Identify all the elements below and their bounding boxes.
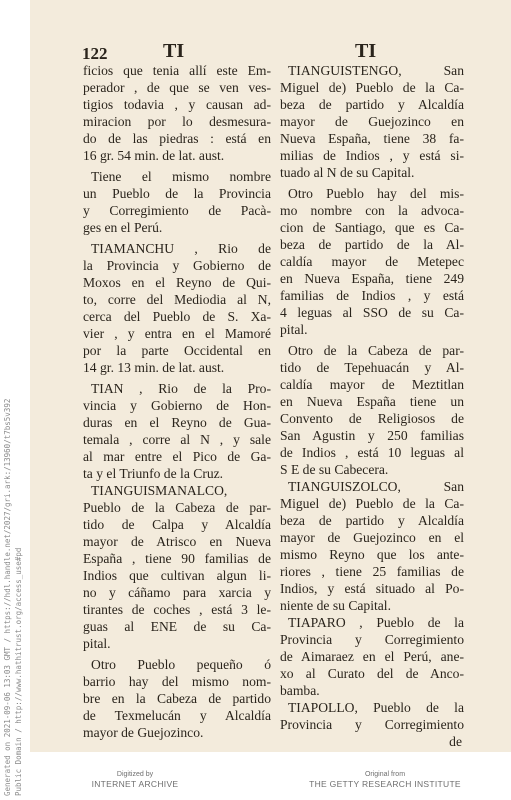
text-line: perador , de que se ven ves-	[83, 80, 271, 95]
text-line: Indios, y está situado al Po-	[280, 581, 464, 596]
text-line: bamba.	[280, 683, 320, 698]
text-line: bre en la Cabeza de partido	[83, 691, 271, 706]
text-line: mayor de Guejozinco.	[83, 725, 204, 740]
text-line: milias de Indios , y está si-	[280, 148, 464, 163]
text-line: TIAPARO , Pueblo de la	[288, 615, 464, 630]
text-line: cerca del Pueblo de S. Xa-	[83, 309, 271, 324]
text-line: xo al Curato del de Anco-	[280, 666, 464, 681]
text-line: y Corregimiento de Pacà-	[83, 203, 271, 218]
text-line: Miguel de) Pueblo de la Ca-	[280, 80, 464, 95]
text-line: tirantes de coches , está 3 le-	[83, 602, 271, 617]
text-line: Convento de Religiosos de	[280, 411, 464, 426]
text-line: por la parte Occidental en	[83, 343, 271, 358]
digitizer-credit	[70, 770, 200, 790]
text-line: to, corre del Mediodia al N,	[83, 292, 271, 307]
source-name: THE GETTY RESEARCH INSTITUTE	[309, 779, 461, 789]
text-line: duras en el Reyno de Gua-	[83, 415, 271, 430]
text-line: niente de su Capital.	[280, 598, 391, 613]
text-line: Miguel de) Pueblo de la Ca-	[280, 496, 464, 511]
text-line: Nueva España, tiene 38 fa-	[280, 131, 464, 146]
text-line: caldía mayor de Meztitlan	[280, 377, 464, 392]
text-line: Otro Pueblo pequeño ó	[91, 657, 271, 672]
text-line: Otro Pueblo hay del mis-	[288, 186, 464, 201]
text-line: vier , y entra en el Mamoré	[83, 326, 271, 341]
digitizer-name: INTERNET ARCHIVE	[91, 779, 179, 789]
text-line: San Agustin y 250 familias	[280, 428, 464, 443]
text-line: mayor de Guejozinco en el	[280, 530, 464, 545]
text-line: miracion por lo desmesura-	[83, 114, 271, 129]
text-line: ges en el Perú.	[83, 220, 163, 235]
right-text-column	[280, 62, 464, 750]
text-line: pital.	[280, 322, 308, 337]
text-line: TIAMANCHU , Rio de	[91, 241, 271, 256]
text-line: riores , tiene 25 familias de	[280, 564, 464, 579]
text-line: beza de partido y Alcaldía	[280, 97, 464, 112]
text-line: barrio hay del mismo nom-	[83, 674, 271, 689]
text-line: en Nueva España, tiene 249	[280, 271, 464, 286]
text-line: S E de su Cabecera.	[280, 462, 389, 477]
text-line: mismo Reyno que los ante-	[280, 547, 464, 562]
text-line: guas al ENE de su Ca-	[83, 619, 271, 634]
text-line: no y cáñamo para xarcia y	[83, 585, 271, 600]
text-line: mayor de Atrisco en Nueva	[83, 534, 271, 549]
text-line: temala , corre al N , y sale	[83, 432, 271, 447]
page-number: 122	[82, 44, 108, 63]
right-running-head: TI	[355, 40, 377, 62]
source-credit	[300, 770, 470, 790]
watermark-line-public-domain: Public Domain / http://www.hathitrust.org/access_use#pd	[14, 547, 23, 796]
text-line: ta y el Triunfo de la Cruz.	[83, 466, 224, 481]
text-line: beza de partido de la Al-	[280, 237, 464, 252]
text-line: mo nombre con la advoca-	[280, 203, 464, 218]
left-running-head: TI	[163, 40, 185, 62]
text-line: TIANGUISZOLCO, San	[288, 479, 464, 494]
text-line: Indios que cultivan algun li-	[83, 568, 271, 583]
text-line: la Provincia y Gobierno de	[83, 258, 271, 273]
text-line: ficios que tenia allí este Em-	[83, 63, 271, 78]
text-line: 4 leguas al SSO de su Ca-	[280, 305, 464, 320]
text-line: un Pueblo de la Provincia	[83, 186, 271, 201]
text-line: pital.	[83, 636, 111, 651]
text-line: beza de partido y Alcaldía	[280, 513, 464, 528]
text-line: de Texmelucán y Alcaldía	[83, 708, 271, 723]
source-caption: Original from	[364, 771, 406, 778]
text-line: vincia y Gobierno de Hon-	[83, 398, 271, 413]
text-line: 14 gr. 13 min. de lat. aust.	[83, 360, 225, 375]
text-line: tido de Tepehuacán y Al-	[280, 360, 464, 375]
text-line: de Indios , está 10 leguas al	[280, 445, 464, 460]
text-line: familias de Indios , y está	[280, 288, 464, 303]
text-line: al mar entre el Pico de Ga-	[83, 449, 271, 464]
text-line: Provincia y Corregimiento	[280, 632, 464, 647]
text-line: Tiene el mismo nombre	[91, 169, 271, 184]
text-line: tigios todavia , y causan ad-	[83, 97, 271, 112]
text-line: Moxos en el Reyno de Qui-	[83, 275, 271, 290]
access-watermark	[2, 398, 28, 796]
text-line: en Nueva España tiene un	[280, 394, 464, 409]
text-line: tuado al N de su Capital.	[280, 165, 415, 180]
text-line: TIAN , Rio de la Pro-	[91, 381, 271, 396]
text-line: TIANGUISTENGO, San	[288, 63, 464, 78]
text-line: Provincia y Corregimiento	[280, 717, 464, 732]
text-line: caldía mayor de Metepec	[280, 254, 464, 269]
text-line: España , tiene 90 familias de	[83, 551, 271, 566]
text-line: TIANGUISMANALCO,	[91, 483, 228, 498]
text-line: 16 gr. 54 min. de lat. aust.	[83, 148, 225, 163]
text-line: Otro de la Cabeza de par-	[288, 343, 464, 358]
digitizer-caption: Digitized by	[116, 771, 154, 778]
text-line: Pueblo de la Cabeza de par-	[83, 500, 271, 515]
text-line: de Aimaraez en el Perú, ane-	[280, 649, 464, 664]
text-line: do de las piedras : está en	[83, 131, 271, 146]
watermark-line-generated: Generated on 2021-09-06 13:03 GMT / https://hdl.handle.net/2027/gri.ark:/13960/t7bs5v392	[3, 398, 12, 796]
text-line: mayor de Guejozinco en	[280, 114, 464, 129]
text-line: TIAPOLLO, Pueblo de la	[288, 700, 464, 715]
text-line: cion de Santiago, que es Ca-	[280, 220, 464, 235]
left-text-column	[83, 62, 271, 741]
catchword: de	[449, 734, 462, 749]
text-line: tido de Calpa y Alcaldía	[83, 517, 271, 532]
